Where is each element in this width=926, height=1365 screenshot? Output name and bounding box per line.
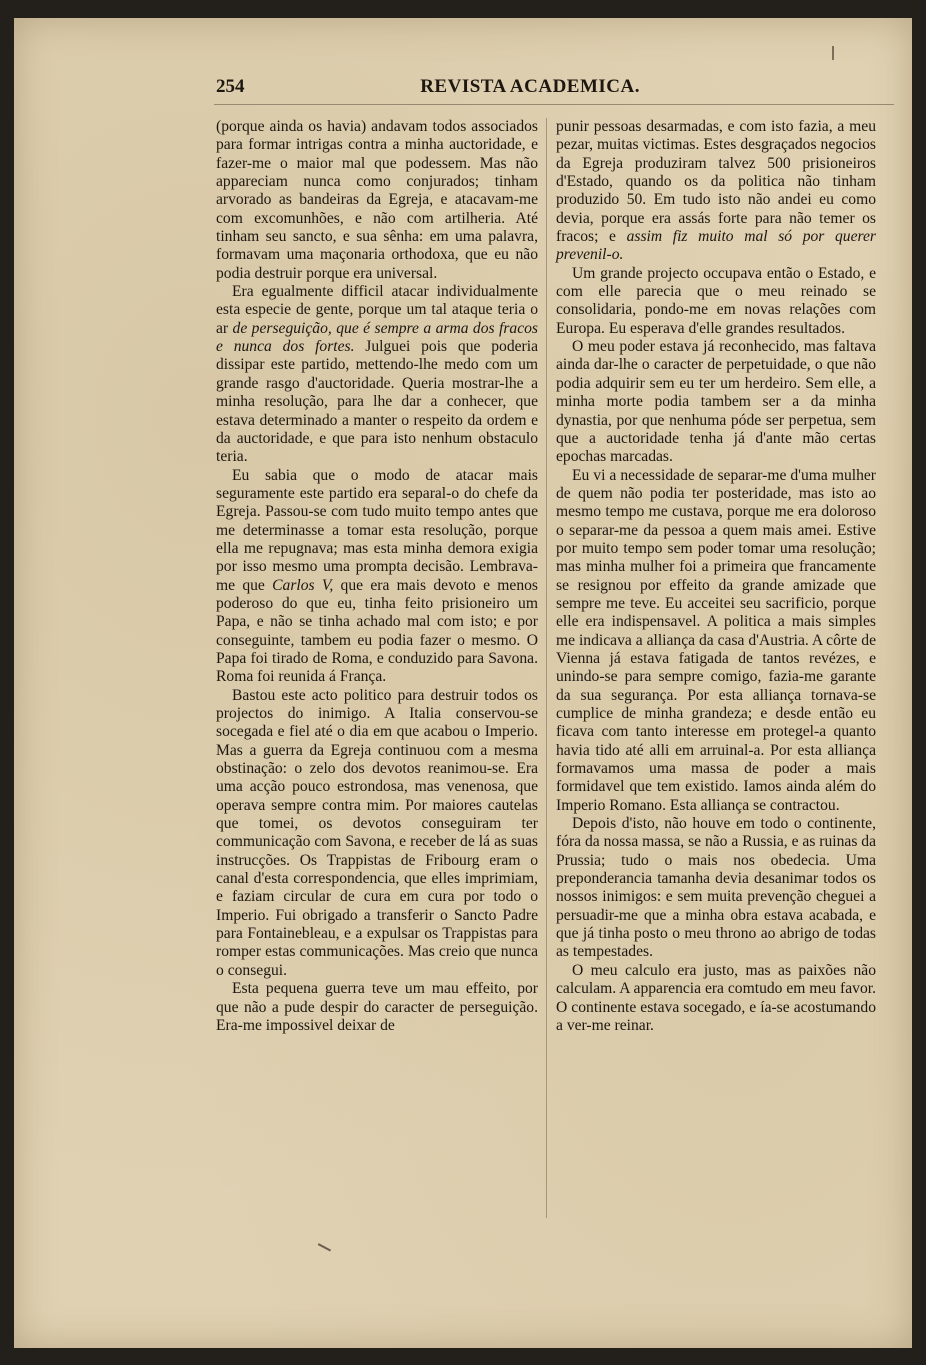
right-column <box>556 118 876 1035</box>
italic-text-run: Carlos V, <box>272 576 334 594</box>
italic-text-run: de perseguição, que é sempre a arma dos fracos e nunca dos fortes. <box>216 319 538 356</box>
paragraph: Depois d'isto, não houve em todo o continente, fóra da nossa massa, se não a Russia, e as ruinas da Prussia; tudo o mais nos obedecia. Uma preponderancia tamanha devia desanimar todos os nossos inimigos: e sem muita prevenção cheguei a persuadir-me que a minha obra estava acabada, e que já tinha posto o meu throno ao abrigo de todas as tempestades. <box>556 815 877 961</box>
left-column <box>216 118 538 1035</box>
paragraph <box>216 283 538 466</box>
text-run: Eu sabia que o modo de atacar mais seguramente este partido era separal-o do chefe da Egreja. Passou-se com tudo muito tempo antes que me determinasse a tomar esta resolução, porque ella me repugnava; mas esta minha demora exigia por isso mesmo uma prompta decisão. Lembrava-me que <box>216 466 538 594</box>
paragraph: (porque ainda os havia) andavam todos associados para formar intrigas contra a minha auctoridade, e fazer-me o maior mal que podessem. Mas não appareciam nunca como conjurados; tinham arvorado as bandeiras da Egreja, e atacavam-me com excomunhões, e não com artilheria. Até tinham seu sancto, e sua sênha: em uma palavra, formavam uma maçonaria orthodoxa, que eu não podia destruir porque era universal. <box>216 118 538 282</box>
paragraph <box>556 118 876 265</box>
paragraph: Um grande projecto occupava então o Estado, e com elle parecia que o meu reinado se consolidaria, pondo-me em novas relações com Europa. Eu esperava d'elle grandes resultados. <box>556 264 876 337</box>
text-run: Julguei pois que poderia dissipar este partido, mettendo-lhe medo com um grande rasgo d'auctoridade. Queria mostrar-lhe a minha resolução, para lhe dar a conhecer, que estava determinado a manter o respeito da ordem e da auctoridade, e que para isto nenhum obstaculo teria. <box>216 338 538 466</box>
running-title: REVISTA ACADEMICA. <box>420 76 640 97</box>
text-run: Era egualmente difficil atacar individualmente esta especie de gente, porque um tal ataque teria o ar <box>216 283 538 337</box>
column-divider <box>546 118 547 1218</box>
header-rule <box>214 104 894 105</box>
paragraph: O meu poder estava já reconhecido, mas faltava ainda dar-lhe o caracter de perpetuidade, o que não podia adquirir sem eu ter um herdeiro. Sem elle, a minha morte podia tambem ser a da minha dynastia, por que nenhuma póde ser perpetua, sem que a auctoridade tenha já d'ante mão certas epochas marcadas. <box>556 338 876 466</box>
page-header <box>216 76 640 102</box>
paragraph: Esta pequena guerra teve um mau effeito, por que não a pude despir do caracter de perseguição. Era-me impossivel deixar de <box>216 980 538 1034</box>
text-run: que era mais devoto e menos poderoso do que eu, tinha feito prisioneiro um Papa, e não se tinha achado mal com isto; e por conseguinte, tambem eu podia fazer o mesmo. O Papa foi tirado de Roma, e conduzido para Savona. Roma foi reunida á França. <box>216 576 538 686</box>
text-run: punir pessoas desarmadas, e com isto fazia, a meu pezar, muitas victimas. Estes desgraçados negocios da Egreja produziram talvez 500 prisioneiros d'Estado, quando os da politica não tinham produzido 50. Em tudo isto não andei eu como devia, porque era assás forte para não temer os fracos; e <box>556 118 876 246</box>
page-number: 254 <box>216 76 245 97</box>
italic-text-run: assim fiz muito mal só por querer prevenil-o. <box>556 228 876 264</box>
paragraph: O meu calculo era justo, mas as paixões não calculam. A apparencia era comtudo em meu favor. O continente estava socegado, e ía-se acostumando a ver-me reinar. <box>556 961 876 1034</box>
paragraph: Bastou este acto politico para destruir todos os projectos do inimigo. A Italia conservou-se socegada e fiel até o dia em que acabou o Imperio. Mas a guerra da Egreja continuou com a mesma obstinação: o zelo dos devotos reanimou-se. Era uma acção pouco estrondosa, mas venenosa, que operava sempre contra mim. Por maiores cautelas que tomei, os devotos conseguiram ter communicação com Savona, e receber de lá as suas instrucções. Os Trappistas de Fribourg eram o canal d'esta correspondencia, que elles imprimiam, e faziam circular de cura em cura por todo o Imperio. Fui obrigado a transferir o Sancto Padre para Fontainebleau, e a expulsar os Trappistas para romper estas communicações. Mas creio que nunca o consegui. <box>216 686 538 979</box>
ink-mark <box>832 46 834 60</box>
paragraph: Eu vi a necessidade de separar-me d'uma mulher de quem não podia ter posteridade, mas isto ao mesmo tempo me custava, porque me era doloroso o separar-me da pessoa a quem mais amei. Estive por muito tempo sem poder tomar uma resolução; mas minha mulher foi a primeira que francamente se resignou por effeito da grande amizade que sempre me teve. Eu acceitei seu sacrificio, porque elle era indispensavel. A politica a mais simples me indicava a alliança da casa d'Austria. A côrte de Vienna já estava fatigada de tantos revézes, e unindo-se para sempre comigo, fazia-me garante da sua segurança. Por esta alliança tornava-se cumplice de minha grandeza; e desde então eu ficava com tanto interesse em protegel-a quanto havia tido até alli em arruinal-a. Por esta alliança formavamos uma massa de poder a mais formidavel que tem existido. Iamos ainda além do Imperio Romano. Esta alliança se contractou. <box>556 466 876 814</box>
paragraph <box>216 467 538 687</box>
